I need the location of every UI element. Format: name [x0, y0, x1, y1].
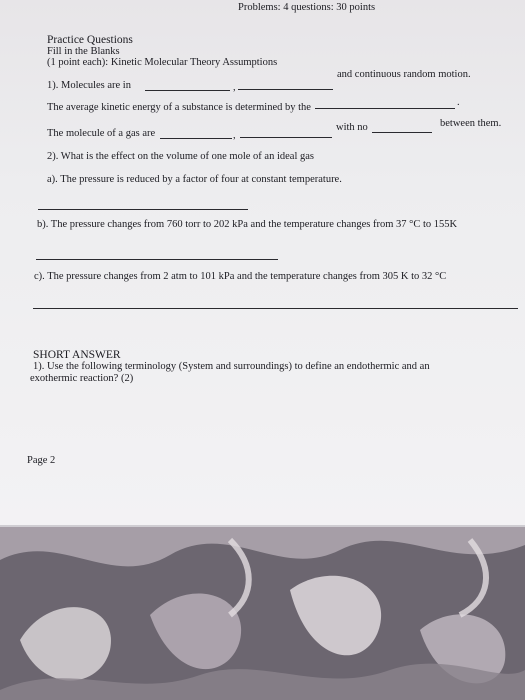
section-subtitle: Fill in the Blanks [47, 46, 120, 57]
short-answer-title: SHORT ANSWER [33, 349, 121, 361]
q1-line2-end: . [457, 97, 460, 108]
short-answer-question-line1: 1). Use the following terminology (System and surroundings) to define an endothermic and an [33, 361, 430, 372]
section-note: (1 point each): Kinetic Molecular Theory Assumptions [47, 57, 278, 68]
q1-blank-1[interactable] [145, 90, 230, 91]
fabric-pattern [0, 520, 525, 700]
page-number: Page 2 [27, 455, 56, 466]
q1-blank-3[interactable] [315, 108, 455, 109]
section-title: Practice Questions [47, 34, 133, 46]
q1-line3-comma: , [233, 130, 236, 141]
q1-line3-end: between them. [440, 118, 502, 129]
q1-blank-4[interactable] [160, 138, 232, 139]
q1-line2-text: The average kinetic energy of a substance is determined by the [47, 102, 311, 113]
q2-answer-line-c[interactable] [33, 308, 518, 309]
q2-prompt: 2). What is the effect on the volume of one mole of an ideal gas [47, 151, 314, 162]
q2-answer-line-b[interactable] [36, 259, 278, 260]
fabric-background [0, 520, 525, 700]
q1-line3-mid: with no [336, 122, 368, 133]
q1-line1-comma: , [233, 82, 236, 93]
short-answer-question-line2: exothermic reaction? (2) [30, 373, 134, 384]
q1-blank-2[interactable] [238, 89, 333, 90]
q2-part-c: c). The pressure changes from 2 atm to 101 kPa and the temperature changes from 305 K to 32 °C [34, 271, 447, 282]
q2-answer-line-a[interactable] [38, 209, 248, 210]
q2-part-a: a). The pressure is reduced by a factor of four at constant temperature. [47, 174, 342, 185]
page-header: Problems: 4 questions: 30 points [238, 2, 376, 13]
q1-line1-text: 1). Molecules are in [47, 80, 131, 91]
q1-blank-6[interactable] [372, 132, 432, 133]
q1-line1-end: and continuous random motion. [337, 69, 471, 80]
q2-part-b: b). The pressure changes from 760 torr to 202 kPa and the temperature changes from 37 °C to 155K [37, 219, 458, 230]
q1-blank-5[interactable] [240, 137, 332, 138]
q1-line3-text: The molecule of a gas are [47, 128, 156, 139]
